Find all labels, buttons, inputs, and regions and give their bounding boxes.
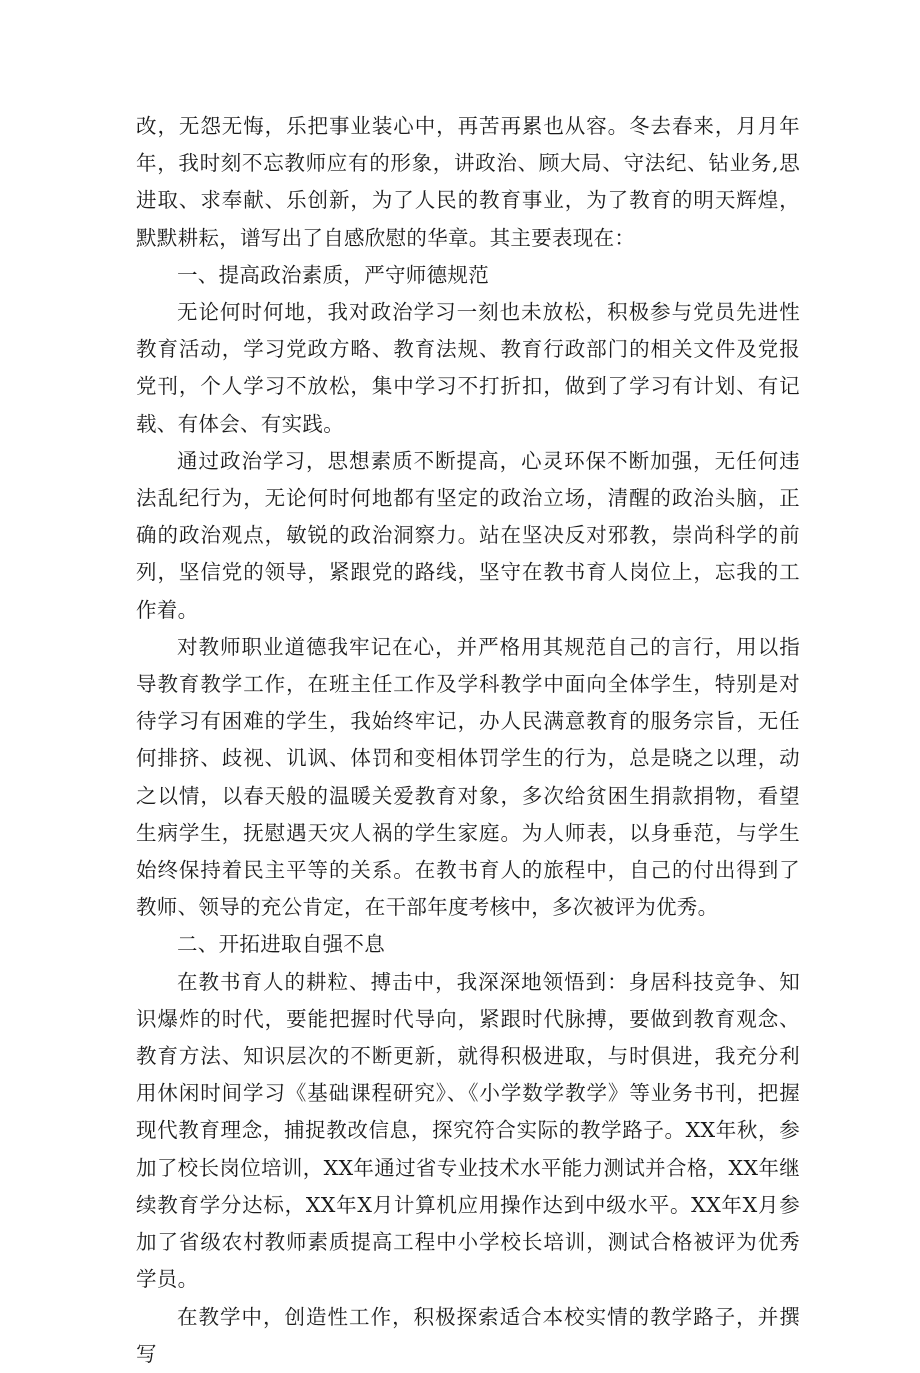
paragraph-professional-ethics: 对教师职业道德我牢记在心，并严格用其规范自己的言行，用以指导教育教学工作，在班主任工作及学科教学中面向全体学生，特别是对待学习有困难的学生，我始终牢记，办人民满意教育的服务宗旨，无任何排挤、歧视、讥讽、体罚和变相体罚学生的行为，总是晓之以理，动之以情，以春天般的温暖关爱教育对象，多次给贫困生捐款捐物，看望生病学生，抚慰遇天灾人祸的学生家庭。为人师表，以身垂范，与学生始终保持着民主平等的关系。在教书育人的旅程中，自己的付出得到了教师、领导的充公肯定，在干部年度考核中，多次被评为优秀。 — [136, 634, 800, 920]
section-heading-pioneering: 二、开拓进取自强不息 — [177, 932, 385, 957]
paragraph-continuous-learning: 在教书育人的耕粒、搏击中，我深深地领悟到：身居科技竞争、知识爆炸的时代，要能把握时代导向，紧跟时代脉搏，要做到教育观念、教育方法、知识层次的不断更新，就得积极进取，与时俱进，我充分利用休闲时间学习《基础课程研究》、《小学数学教学》等业务书刊，把握现代教育理念，捕捉教改信息，探究符合实际的教学路子。XX年秋，参加了校长岗位培训，XX年通过省专业技术水平能力测试并合格，XX年继续教育学分达标，XX年X月计算机应用操作达到中级水平。XX年X月参加了省级农村教师素质提高工程中小学校长培训，测试合格被评为优秀学员。 — [136, 969, 800, 1292]
document-body — [136, 108, 800, 1373]
paragraph-intro-continued: 改，无怨无悔，乐把事业装心中，再苦再累也从容。冬去春来，月月年年，我时刻不忘教师应有的形象，讲政治、顾大局、守法纪、钻业务,思进取、求奉献、乐创新，为了人民的教育事业，为了教育的明天辉煌，默默耕耘，谱写出了自感欣慰的华章。其主要表现在： — [136, 114, 800, 250]
paragraph-ideological-quality: 通过政治学习，思想素质不断提高，心灵环保不断加强，无任何违法乱纪行为，无论何时何地都有坚定的政治立场，清醒的政治头脑，正确的政治观点，敏锐的政治洞察力。站在坚决反对邪教，崇尚科学的前列，坚信党的领导，紧跟党的路线，坚守在教书育人岗位上，忘我的工作着。 — [136, 448, 800, 622]
section-heading-political-quality: 一、提高政治素质，严守师德规范 — [177, 262, 489, 287]
paragraph-political-study: 无论何时何地，我对政治学习一刻也未放松，积极参与党员先进性教育活动，学习党政方略、教育法规、教育行政部门的相关文件及党报党刊，个人学习不放松，集中学习不打折扣，做到了学习有计划、有记载、有体会、有实践。 — [136, 300, 800, 436]
paragraph-teaching-innovation: 在教学中，创造性工作，积极探索适合本校实情的教学路子，并撰写 — [136, 1304, 800, 1366]
